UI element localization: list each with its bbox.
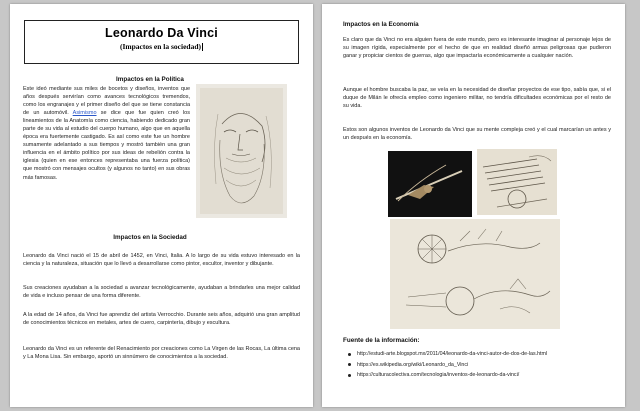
- document-page-2: [322, 4, 625, 407]
- title-box: [24, 20, 299, 64]
- paragraph-sociedad-3: A la edad de 14 años, da Vinci fue aprendiz del artista Verrocchio. Durante seis años, adquirió una gran amplitud de conocimientos técnicos en metales, artes de cuero, carpintería, dibujo y escultura.: [23, 312, 300, 327]
- heading-sociedad: Impactos en la Sociedad: [113, 234, 187, 241]
- asimismo-link[interactable]: Asimismo: [72, 110, 97, 117]
- document-subtitle: (Impactos en la sociedad): [119, 42, 202, 51]
- crossbow-drawing: [388, 151, 472, 217]
- machine-gun-sketch-image: [477, 149, 557, 215]
- heading-economia: Impactos en la Economía: [343, 21, 419, 28]
- paragraph-economia-2: Aunque el hombre buscaba la paz, se veía en la necesidad de diseñar proyectos de ese tipo, sabía que, si el duque de Milán le ofrecía empleo como ingeniero militar, no tendría dificultades económicas por el resto de su vida.: [343, 87, 611, 110]
- portrait-image: [196, 84, 287, 218]
- source-link[interactable]: https://culturacolectiva.com/tecnologia/inventos-de-leonardo-da-vinci/: [348, 370, 618, 381]
- leonardo-portrait-sketch: [196, 84, 287, 218]
- crossbow-image: [388, 151, 472, 217]
- paragraph-sociedad-1: Leonardo da Vinci nació el 15 de abril de 1452, en Vinci, Italia. A lo largo de su vida estuvo interesado en la ciencia y la naturaleza, situación que lo llevó a desarrollarse como pintor, escultor, inventor y dibujante.: [23, 253, 300, 268]
- paragraph-politica: Este ideó mediante sus miles de bocetos y diseños, inventos que años después servirían como avances tecnológicos tremendos, como los engranajes y el primer diseño del que se tiene constancia de un automóvil. Asimismo se dice que fue quien creó los lineamientos de la Anatomía como ciencia, habiendo dedicado gran parte de su vida al estudio del cuerpo humano, algo que en aquella época era fuertemente castigado. Es así como este fue un hombre sumamente adelantado a sus tiempos y mostró también una gran influencia en el ámbito político por sus ideas de rebelión contra la iglesia (quien en ese entonces representaba una fuerza política) que mostró con mensajes ocultos (y algunos no tanto) en sus obras más famosas.: [23, 86, 190, 181]
- source-link[interactable]: http://estudi-arte.blogspot.mx/2011/04/leonardo-da-vinci-autor-de-dos-de-las.html: [348, 349, 618, 360]
- heading-politica: Impactos en la Política: [116, 76, 184, 83]
- paragraph-economia-1: Es claro que da Vinci no era alguien fuera de este mundo, pero es interesante imaginar al personaje lejos de su imagen rígida, especialmente por el hecho de que en realidad diseñó armas peligrosas que pudieron ganar y propiciar cientos de guerras, algo que impactaría económicamente a cualquier nación.: [343, 37, 611, 60]
- war-chariot-sketch-image: [390, 219, 560, 329]
- document-title: Leonardo Da Vinci: [105, 26, 218, 40]
- text-cursor: [202, 43, 203, 51]
- document-page-1: [10, 4, 313, 407]
- paragraph-economia-3: Estos son algunos inventos de Leonardo da Vinci que su mente compleja creó y el cual marcarían un antes y un después en la economía.: [343, 127, 611, 142]
- war-chariot-sketch: [390, 219, 560, 329]
- machine-gun-sketch: [477, 149, 557, 215]
- source-link[interactable]: https://es.wikipedia.org/wiki/Leonardo_da_Vinci: [348, 360, 618, 371]
- sources-list: [348, 349, 618, 381]
- sources-heading: Fuente de la información:: [343, 337, 420, 344]
- paragraph-sociedad-2: Sus creaciones ayudaban a la sociedad a avanzar tecnológicamente, ayudaban a brindarles una mejor calidad de vida e incluso pensar de una forma diferente.: [23, 285, 300, 300]
- paragraph-sociedad-4: Leonardo da Vinci es un referente del Renacimiento por creaciones como La Virgen de las Rocas, La última cena y La Mona Lisa. Sin embargo, aportó un sinnúmero de conocimientos a la sociedad.: [23, 346, 300, 361]
